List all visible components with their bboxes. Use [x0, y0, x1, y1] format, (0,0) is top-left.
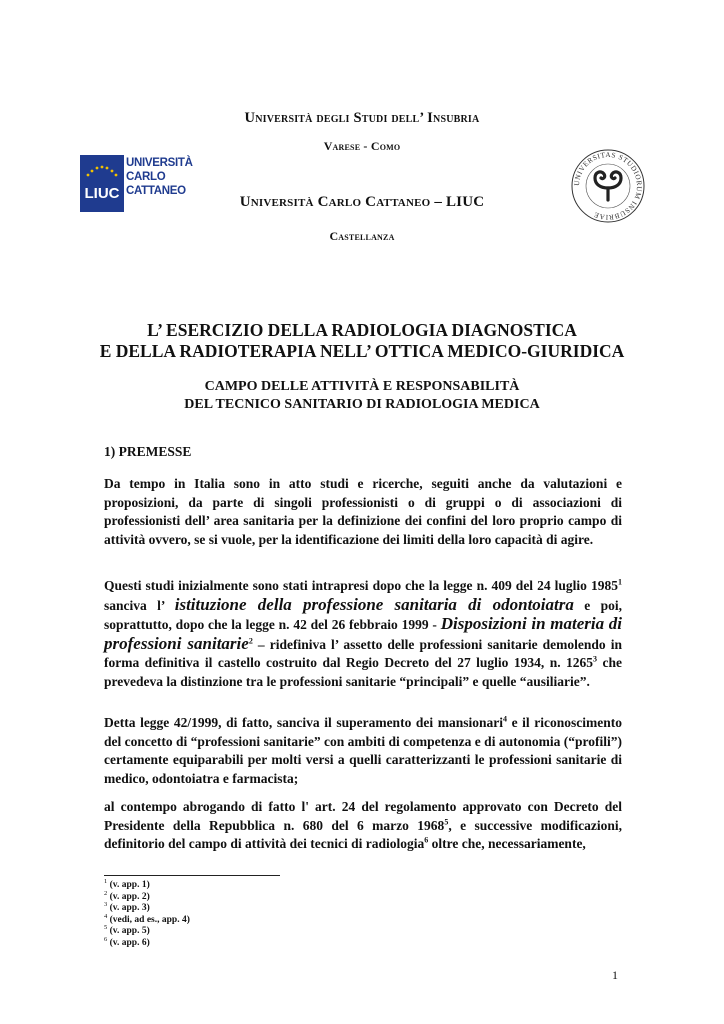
- footnote-text: (v. app. 2): [107, 891, 150, 902]
- footnote-number: 4: [104, 912, 108, 920]
- subtitle-line: CAMPO DELLE ATTIVITÀ E RESPONSABILITÀ: [204, 379, 520, 394]
- footnote-ref: 1: [618, 577, 622, 587]
- footnote-text: (v. app. 6): [107, 937, 150, 948]
- footnote-ref: 5: [444, 817, 449, 826]
- stars-icon: [85, 165, 119, 179]
- footnote-text: (vedi, ad es., app. 4): [107, 914, 190, 925]
- title-line: L’ ESERCIZIO DELLA RADIOLOGIA DIAGNOSTICA: [147, 320, 577, 340]
- footnote: [104, 926, 190, 938]
- title-line: E DELLA RADIOTERAPIA NELL’ OTTICA MEDICO-GIURIDICA: [99, 341, 625, 361]
- paragraph-text: – ridefiniva l’ assetto delle professioni sanitarie demolendo in forma definitiva il castello costruito dal Regio Decreto del 27 luglio 1934, n. 1265: [104, 636, 622, 670]
- seal-ring-text: UNIVERSITAS STUDIORUM INSUBRIAE: [572, 150, 644, 222]
- university-insubria-heading: Università degli Studi dell’ Insubria: [244, 110, 480, 126]
- footnote-divider: [104, 875, 280, 876]
- paragraph-text: e il riconoscimento del concetto di “professioni sanitarie” con ambiti di competenza e di autonomia (“profili”) certamente equiparabili per molti versi a quelli caratterizzanti le professioni sanitarie di medico, odontoiatra e farmacista;: [104, 715, 622, 786]
- university-liuc-heading: Università Carlo Cattaneo – LIUC: [239, 194, 485, 210]
- footnote: [104, 935, 190, 950]
- footnote-text: (v. app. 3): [107, 903, 150, 914]
- footnote-ref: 4: [503, 714, 507, 724]
- footnote-text: (v. app. 5): [107, 926, 150, 937]
- liuc-logo-mark: [80, 155, 124, 212]
- paragraph: Da tempo in Italia sono in atto studi e ricerche, seguiti anche da valutazioni e proposizioni, da parte di singoli professionisti o di gruppi o di associazioni di professionisti dell’ area sanitaria per la definizione dei confini del loro proprio campo di attività ovvero, se si vuole, per la identificazione dei limiti della loro capacità di agire.: [104, 476, 622, 547]
- paragraph-text: , e successive modificazioni, definitorio del campo di attività dei tecnici di radiologia: [104, 817, 622, 851]
- svg-text:UNIVERSITAS STUDIORUM INSUBRIA: [573, 151, 643, 221]
- footnote-number: 6: [104, 935, 108, 943]
- section-heading: 1) PREMESSE: [104, 444, 192, 459]
- document-subtitle: [0, 378, 724, 414]
- paragraph-text: che prevedeva la distinzione tra le professioni sanitarie “principali” e quelle “ausiliarie”.: [104, 655, 622, 689]
- paragraph-text: Detta legge 42/1999, di fatto, sanciva il superamento dei mansionari: [104, 715, 503, 730]
- liuc-logo-text: LIUC: [84, 185, 120, 202]
- subtitle-line: DEL TECNICO SANITARIO DI RADIOLOGIA MEDICA: [184, 397, 540, 412]
- footnote-number: 2: [104, 889, 108, 897]
- paragraph: [104, 577, 622, 691]
- footnote: [104, 903, 190, 915]
- footnote-number: 5: [104, 924, 108, 932]
- law-title-italic: Disposizioni in materia di professioni sanitarie: [104, 614, 622, 653]
- footnote-ref: 3: [593, 654, 598, 664]
- liuc-logo: [80, 155, 193, 213]
- footnote: [104, 889, 190, 904]
- paragraph: [104, 798, 622, 854]
- footnote-text: (v. app. 1): [107, 880, 150, 890]
- footnote-number: 1: [104, 877, 108, 885]
- paragraph-text: Questi studi inizialmente sono stati intrapresi dopo che la legge n. 409 del 24 luglio 1985: [104, 578, 618, 593]
- footnotes: [104, 877, 190, 950]
- page-number: 1: [612, 968, 618, 982]
- liuc-name-line: CARLO: [126, 171, 166, 183]
- footnote: [104, 877, 190, 892]
- paragraph-text: sanciva l’: [104, 597, 175, 613]
- document-title: [0, 320, 724, 362]
- varese-como-subheading: Varese - Como: [323, 139, 401, 153]
- footnote-ref: 2: [248, 636, 253, 645]
- paragraph-text: oltre che, necessariamente,: [428, 836, 586, 851]
- liuc-logo-name: [126, 156, 193, 198]
- footnote-ref: 6: [424, 835, 429, 845]
- liuc-name-line: CATTANEO: [126, 185, 186, 197]
- footnote-number: 3: [104, 901, 108, 909]
- paragraph-text: e poi, soprattutto, dopo che la legge n. 42 del 26 febbraio 1999 -: [104, 597, 622, 632]
- paragraph: [104, 714, 622, 788]
- paragraph-text: al contempo abrogando di fatto l' art. 24 del regolamento approvato con Decreto del Presidente della Repubblica n. 680 del 6 marzo 1968: [104, 799, 622, 833]
- insubria-seal-icon: [570, 148, 646, 224]
- castellanza-subheading: Castellanza: [329, 229, 395, 243]
- liuc-name-line: UNIVERSITÀ: [126, 157, 193, 169]
- law-title-italic: istituzione della professione sanitaria di odontoiatra: [174, 594, 574, 614]
- footnote: [104, 912, 190, 927]
